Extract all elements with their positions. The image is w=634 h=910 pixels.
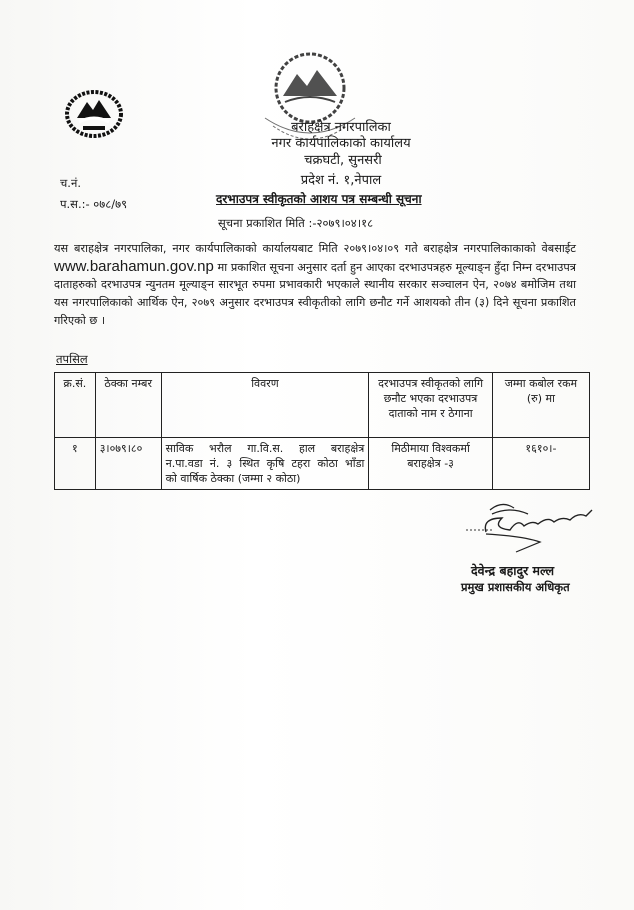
notice-body — [54, 240, 576, 330]
signature-image — [462, 496, 602, 556]
header-bidder: दरभाउपत्र स्वीकृतको लागि छनौट भएका दरभाउपत्र दाताको नाम र ठेगाना — [369, 373, 493, 438]
description-line: साविक भरौल गा.वि.स. हाल बराहक्षेत्र — [165, 442, 365, 455]
header-contract-no: ठेक्का नम्बर — [95, 373, 161, 438]
cell-description — [161, 438, 369, 490]
description-line: न.पा.वडा नं. ३ स्थित कृषि टहरा कोठा भाँडा — [165, 457, 365, 470]
fiscal-year: प.स.:- ०७८/७९ — [60, 197, 128, 211]
description-line: को वार्षिक ठेक्का (जम्मा २ कोठा) — [165, 472, 301, 485]
annex-label: तपसिल — [56, 352, 88, 366]
table-header-row — [55, 373, 590, 438]
notice-subject: दरभाउपत्र स्वीकृतको आशय पत्र सम्बन्धी सूचना — [216, 192, 422, 206]
bidder-address: बराहक्षेत्र -३ — [407, 457, 454, 470]
website-link[interactable]: www.barahamun.gov.np — [54, 257, 214, 275]
cell-bidder — [369, 438, 493, 490]
header-serial: क्र.सं. — [55, 373, 96, 438]
header-description: विवरण — [161, 373, 369, 438]
province: प्रदेश नं. १,नेपाल — [300, 173, 382, 188]
office-name: नगर कार्यपालिकाको कार्यालय — [271, 136, 411, 151]
body-part-2: मा प्रकाशित सूचना अनुसार दर्ता हुन आएका दरभाउपत्रहरु मूल्याङ्न हुँदा निम्न दरभाउपत्र दाताहरुको दरभाउपत्र न्युनतम मूल्याङ्न सारभूत रुपमा प्रभावकारी भएकाले स्थानीय सरकार सञ्चालन ऐन, २०७४ बमोजिम तथा यस नगरपालिकाको आर्थिक ऐन, २०७९ अनुसार दरभाउपत्र स्वीकृतीको लागि छनौट गर्ने आशयको तीन (३) दिने सूचना प्रकाशित गरिएको छ । — [54, 260, 576, 327]
municipality-name: बराहक्षेत्र नगरपालिका — [291, 120, 391, 135]
table-row — [55, 438, 590, 490]
bidder-name: मिठीमाया विश्वकर्मा — [391, 442, 470, 455]
signatory-name: देवेन्द्र बहादुर मल्ल — [471, 563, 555, 578]
published-date: सूचना प्रकाशित मिति :-२०७९।०४।१८ — [218, 216, 374, 230]
body-part-1: यस बराहक्षेत्र नगरपालिका, नगर कार्यपालिकाको कार्यालयबाट मिति २०७९।०४।०९ गते बराहक्षेत्र नगरपालिकाकाको वेबसाईट — [54, 242, 576, 255]
office-location: चक्रघटी, सुनसरी — [304, 153, 382, 168]
bid-schedule-table — [54, 372, 590, 490]
signatory-title: प्रमुख प्रशासकीय अधिकृत — [461, 580, 570, 594]
cell-serial: १ — [55, 438, 96, 490]
header-amount: जम्मा कबोल रकम (रु) मा — [492, 373, 589, 438]
reference-number: च.नं. — [60, 176, 81, 190]
cell-amount: १६१०।- — [492, 438, 589, 490]
cell-contract-no: ३।०७९।८० — [95, 438, 161, 490]
